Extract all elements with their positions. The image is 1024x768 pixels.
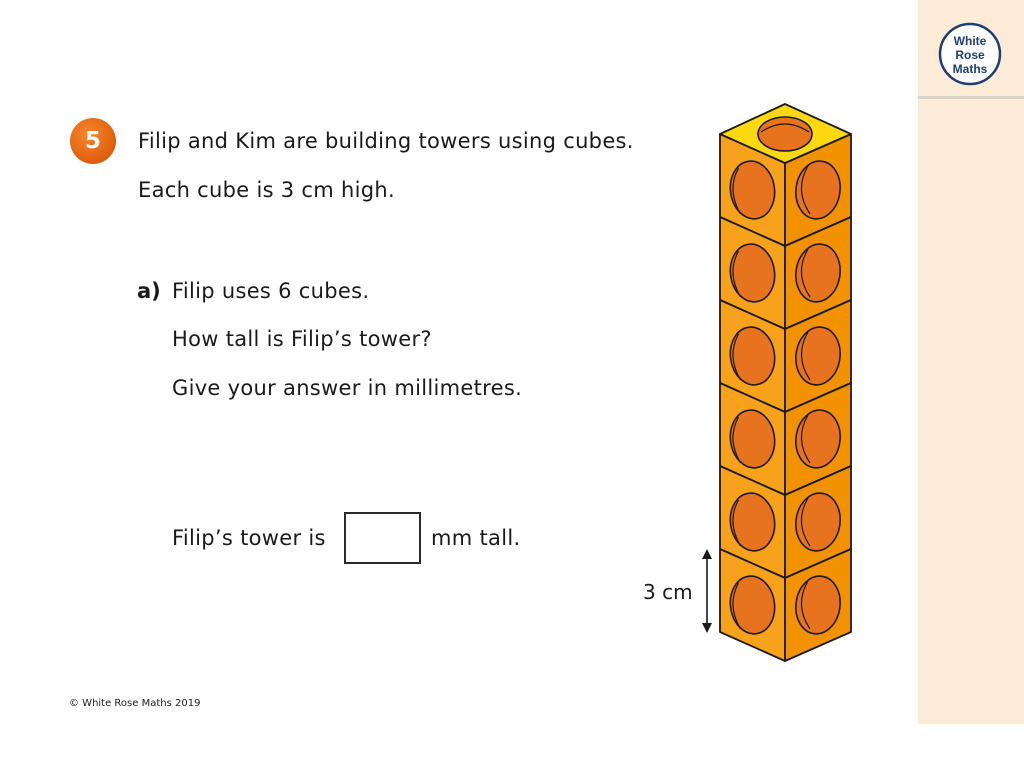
answer-box[interactable]	[344, 512, 421, 564]
logo-text-line2: Rose	[955, 48, 985, 62]
white-rose-maths-logo	[938, 22, 1002, 86]
tower-top-hole	[758, 117, 812, 151]
tower-cubes	[720, 104, 851, 661]
answer-suffix: mm tall.	[431, 526, 521, 550]
part-a-line3: Give your answer in millimetres.	[172, 376, 523, 400]
side-panel	[918, 0, 1024, 724]
logo-text-line3: Maths	[952, 62, 988, 76]
answer-prefix: Filip’s tower is	[172, 526, 326, 550]
question-number-badge: 5	[70, 118, 116, 164]
cube-tower-diagram	[700, 96, 860, 671]
dimension-arrowhead-bottom	[702, 623, 712, 633]
part-a-line1: Filip uses 6 cubes.	[172, 279, 370, 303]
part-a-label: a)	[137, 279, 161, 303]
side-panel-divider	[918, 96, 1024, 99]
logo-text-line1: White	[953, 34, 987, 48]
copyright-footer: © White Rose Maths 2019	[69, 698, 201, 709]
part-a-line2: How tall is Filip’s tower?	[172, 327, 432, 351]
question-intro-line1: Filip and Kim are building towers using cubes.	[138, 129, 634, 153]
question-intro-line2: Each cube is 3 cm high.	[138, 178, 395, 202]
dimension-arrowhead-top	[702, 549, 712, 559]
dimension-label: 3 cm	[643, 580, 693, 604]
dimension-arrow	[702, 549, 712, 633]
